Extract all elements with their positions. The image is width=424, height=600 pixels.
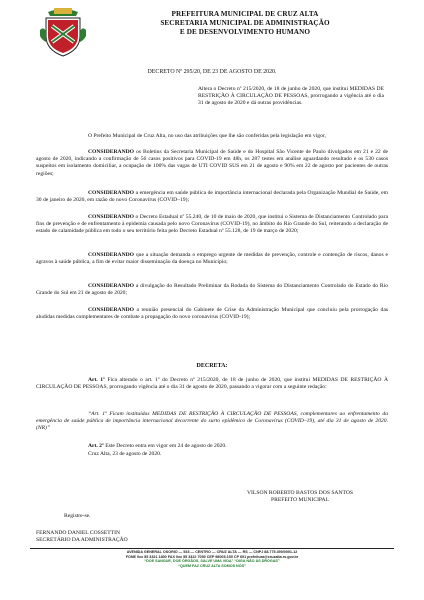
page-footer: [30, 547, 394, 568]
article-2: [36, 443, 388, 450]
considerando-text: o Decreto Estadual nº 55.240, de 10 de maio de 2020, que institui o Sistema de Distanciamento Controlado para fins de prevenção e de enfrentamento à epidemia causada pelo novo Coronavírus (COVID-19), no âmbito do Rio Grande do Sul, reiterando a declaração de estado de calamidade pública em todo o seu território feita pelo Decreto Estadual nº 55.128, de 19 de março de 2020;: [36, 214, 388, 235]
article-2-text: Este Decreto entra em vigor em 24 de agosto de 2020.: [103, 443, 227, 449]
footer-slogan-1: “DOE SANGUE, DOE ÓRGÃOS, SALVE UMA VIDA” “DIGA NÃO ÀS DROGAS”: [144, 559, 280, 564]
secretary-name: FERNANDO DANIEL COSSETTIN: [36, 530, 121, 536]
considerando-keyword: CONSIDERANDO: [88, 307, 134, 313]
article-1-label: Art. 1º: [88, 377, 105, 383]
footer-address: AVENIDA GENERAL OSORIO — 533 — CENTRO — CRUZ ALTA — RS — CNPJ 88.775.390/0001-12: [126, 550, 298, 554]
footer-divider: [30, 548, 394, 549]
footer-slogan-2: “QUEM FAZ CRUZ ALTA SOMOS NÓS”: [178, 563, 246, 568]
mayor-signature-block: [205, 490, 395, 504]
considerando-keyword: CONSIDERANDO: [88, 252, 134, 258]
considerando-text: a divulgação do Resultado Preliminar da Rodada do Sistema do Distanciamento Controlado do Estado do Rio Grande do Sul em 21 de agosto de 2020;: [36, 283, 388, 297]
place-date: Cruz Alta, 23 de agosto de 2020.: [88, 451, 162, 457]
considerando-text: os Boletins da Secretaria Municipal de Saúde e do Hospital São Vicente de Paulo divulgados em 21 e 22 de agosto de 2020, indicando a confirmação de 56 casos positivos para COVID-19 em 48h, os 287 testes em análise aguardando resultado e os 530 casos suspeitos em isolamento domiciliar, a ocupação de 100% das vagas de UTI COVID SUS em 21 de agosto e 90% em 22 de agosto por pacientes de outras regiões;: [36, 149, 388, 177]
letterhead-title: [95, 10, 395, 37]
decree-title: DECRETO Nº 295/20, DE 23 DE AGOSTO DE 2020.: [147, 69, 277, 75]
considerando-keyword: CONSIDERANDO: [88, 190, 134, 196]
mayor-name: VILSON ROBERTO BASTOS DOS SANTOS: [247, 490, 353, 496]
considerando-keyword: CONSIDERANDO: [88, 149, 134, 155]
considerando-2: [36, 190, 388, 204]
considerando-4: [36, 252, 388, 266]
article-1-text: Fica alterado o art. 1º do Decreto nº 215/2020, de 18 de junho de 2020, que institui MEDIDAS DE RESTRIÇÃO À CIRCULAÇÃO DE PESSOAS, prorrogando vigência até o dia 31 de agosto de 2020, passando a vigorar com a seguinte redação:: [36, 377, 388, 391]
considerando-1: [36, 149, 388, 178]
article-2-label: Art. 2º: [88, 443, 104, 449]
considerando-6: [36, 307, 388, 321]
considerando-text: a emergência em saúde pública de importância internacional declarada pela Organização Mundial de Saúde, em 30 de janeiro de 2020, em razão do novo Coronavírus (COVID–19);: [36, 190, 388, 204]
considerando-text: que a situação demanda o emprego urgente de medidas de prevenção, controle e contenção de riscos, danos e agravos à saúde pública, a fim de evitar maior disseminação da doença no Município;: [36, 252, 388, 266]
considerando-keyword: CONSIDERANDO: [88, 283, 134, 289]
letterhead-line-1: PREFEITURA MUNICIPAL DE CRUZ ALTA: [171, 10, 319, 18]
considerando-5: [36, 283, 388, 297]
secretary-signature-block: [36, 530, 246, 544]
mayor-role: PREFEITO MUNICIPAL: [271, 497, 329, 504]
considerando-3: [36, 214, 388, 236]
decreta-heading: DECRETA:: [196, 363, 228, 369]
article-1: [36, 377, 388, 391]
registre-note: Registre-se.: [64, 513, 91, 519]
secretary-role: SECRETÁRIO DA ADMINISTRAÇÃO: [36, 537, 128, 543]
footer-contacts: FONE 0xx 55 3321 1800 FAX 0xx 55 3322 7050 CEP 98005-150 CP 691 prefeitura@cruzalta.rs.gov.br: [125, 554, 299, 559]
municipal-crest-icon: [40, 6, 86, 58]
letterhead-line-2: SECRETARIA MUNICIPAL DE ADMINISTRAÇÃO: [160, 19, 330, 27]
letterhead-line-3: E DE DESENVOLVIMENTO HUMANO: [179, 28, 311, 36]
article-1-quote: “Art. 1º Ficam instituídas MEDIDAS DE RESTRIÇÃO À CIRCULAÇÃO DE PESSOAS, complementares ao enfrentamento da emergência de saúde pública de importância internacional decorrente do surto epidêmico de Coronavírus (COVID–19), até dia 31 de agosto de 2020. (NR)”: [36, 411, 388, 432]
decree-summary: Altera o Decreto nº 215/2020, de 18 de junho de 2020, que institui MEDIDAS DE RESTRIÇÃO À CIRCULAÇÃO DE PESSOAS, prorrogando a vigência até o dia 31 de agosto de 2020 e dá outras providências.: [198, 86, 384, 107]
considerando-text: a reunião presencial do Gabinete de Crise da Administração Municipal que concluiu pela prorrogação das aludidas medidas complementares de combate a propagação do novo coronavírus (COVID-19);: [36, 307, 388, 321]
considerando-keyword: CONSIDERANDO: [88, 214, 134, 220]
preamble: O Prefeito Municipal de Cruz Alta, no uso das atribuições que lhe são conferidas pela legislação em vigor,: [88, 133, 326, 139]
